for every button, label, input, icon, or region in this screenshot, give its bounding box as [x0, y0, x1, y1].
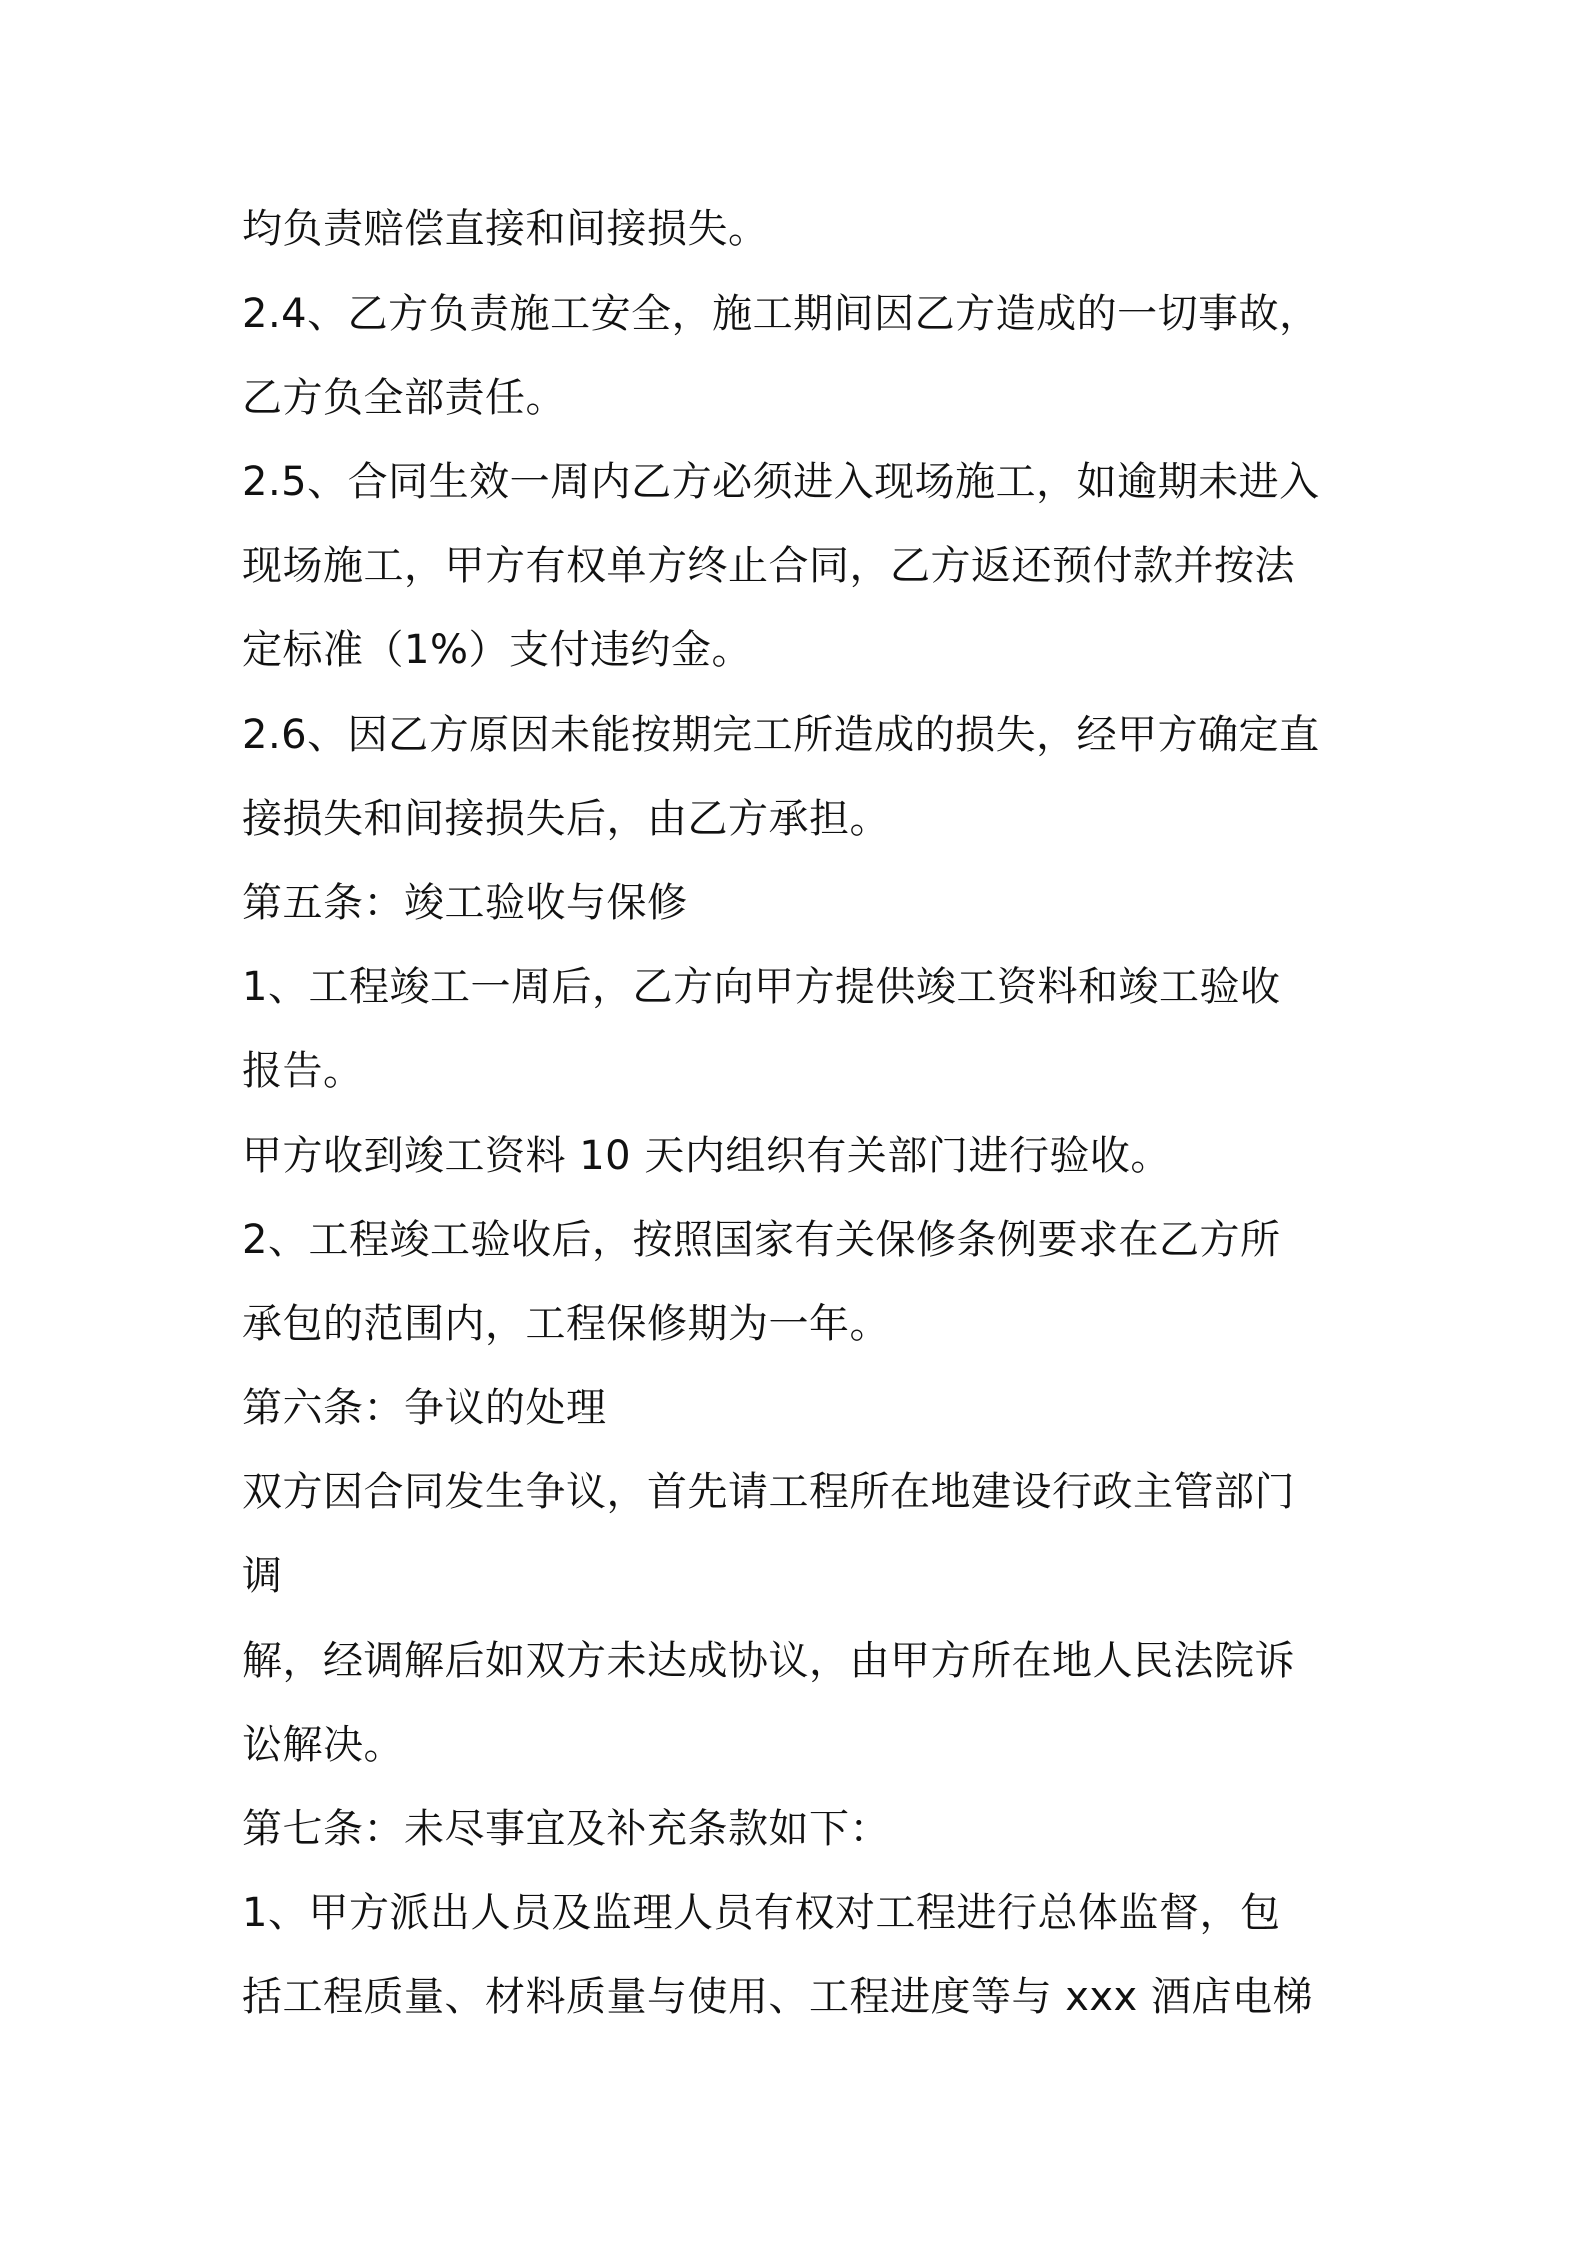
- text-line: 承包的范围内，工程保修期为一年。: [242, 1301, 890, 1347]
- text-line: 定标准（1%）支付违约金。: [242, 627, 752, 673]
- text-line: 现场施工，甲方有权单方终止合同，乙方返还预付款并按法: [242, 543, 1295, 589]
- text-line: 乙方负全部责任。: [242, 375, 566, 421]
- text-line: 双方因合同发生争议，首先请工程所在地建设行政主管部门: [242, 1469, 1295, 1515]
- text-line: 接损失和间接损失后，由乙方承担。: [242, 796, 890, 842]
- section-heading: 第五条：竣工验收与保修: [242, 880, 688, 926]
- text-line: 均负责赔偿直接和间接损失。: [242, 206, 769, 252]
- text-line: 甲方收到竣工资料 10 天内组织有关部门进行验收。: [242, 1133, 1171, 1179]
- section-heading: 第七条：未尽事宜及补充条款如下：: [242, 1806, 890, 1852]
- text-line: 1、甲方派出人员及监理人员有权对工程进行总体监督，包: [242, 1890, 1281, 1936]
- text-line: 1、工程竣工一周后，乙方向甲方提供竣工资料和竣工验收: [242, 964, 1281, 1010]
- text-line: 2.4、乙方负责施工安全，施工期间因乙方造成的一切事故，: [242, 291, 1320, 337]
- text-line: 2.5、合同生效一周内乙方必须进入现场施工，如逾期未进入: [242, 459, 1320, 505]
- text-line: 2.6、因乙方原因未能按期完工所造成的损失，经甲方确定直: [242, 712, 1320, 758]
- text-line: 解，经调解后如双方未达成协议，由甲方所在地人民法院诉: [242, 1638, 1295, 1684]
- text-line: 调: [242, 1553, 283, 1599]
- text-line: 2、工程竣工验收后，按照国家有关保修条例要求在乙方所: [242, 1217, 1281, 1263]
- text-line: 括工程质量、材料质量与使用、工程进度等与 xxx 酒店电梯: [242, 1974, 1313, 2020]
- text-line: 报告。: [242, 1048, 364, 1094]
- text-line: 讼解决。: [242, 1722, 404, 1768]
- section-heading: 第六条：争议的处理: [242, 1385, 607, 1431]
